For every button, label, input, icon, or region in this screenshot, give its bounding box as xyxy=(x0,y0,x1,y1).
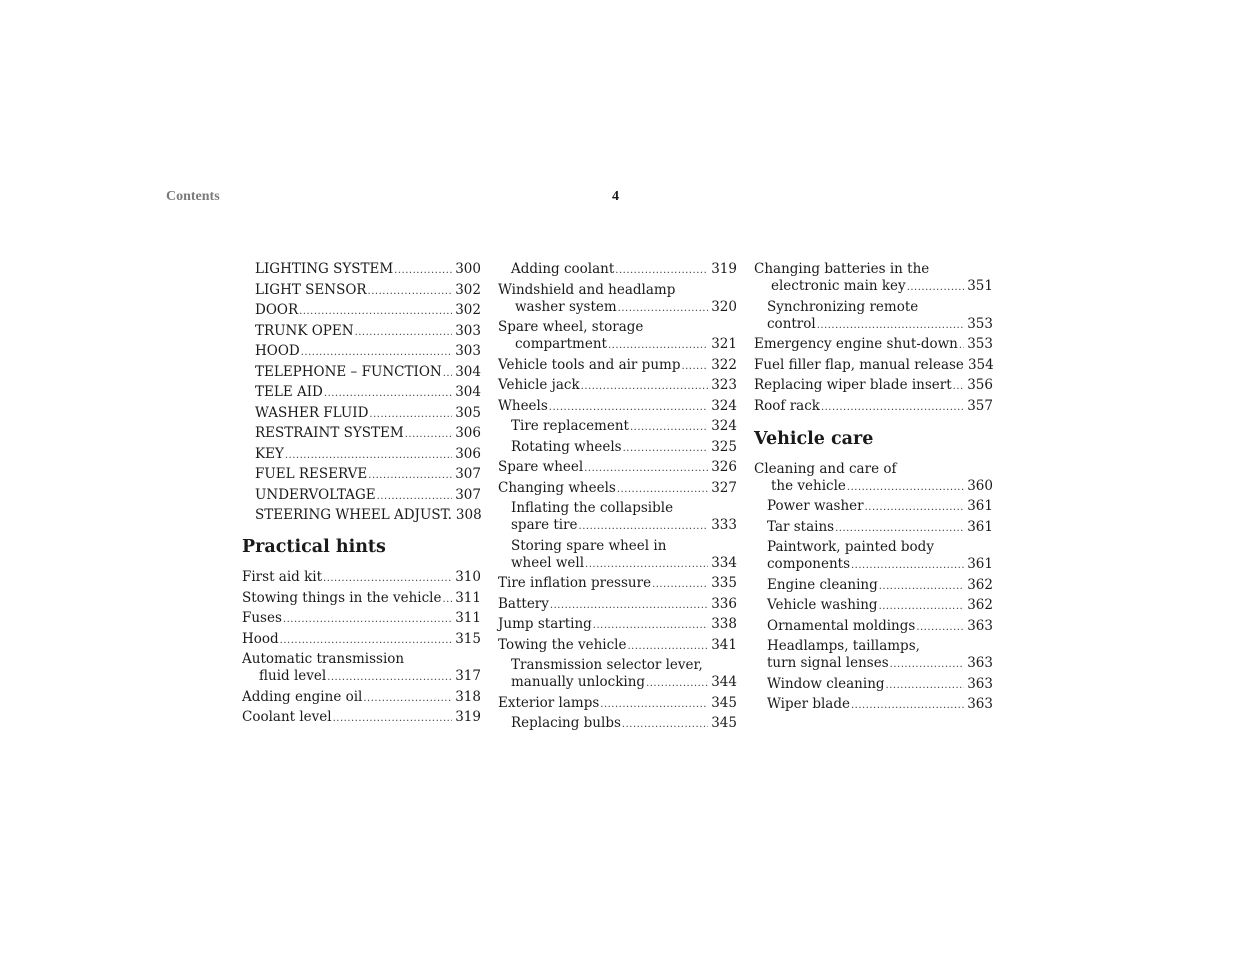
toc-entry[interactable]: Stowing things in the vehicle ..... 311 xyxy=(242,590,481,608)
toc-entry[interactable]: Transmission selector lever, manually unlocking ..... 344 xyxy=(498,657,737,692)
toc-entry[interactable]: Replacing wiper blade insert ..... 356 xyxy=(754,377,993,395)
toc-entry[interactable]: Towing the vehicle ..... 341 xyxy=(498,637,737,655)
section-heading: Practical hints xyxy=(242,537,386,557)
toc-entry[interactable]: Headlamps, taillamps, turn signal lenses ..... 363 xyxy=(754,638,993,673)
toc-entry[interactable]: UNDERVOLTAGE ..... 307 xyxy=(242,487,481,505)
toc-entry[interactable]: Paintwork, painted body components ..... 361 xyxy=(754,539,993,574)
toc-entry[interactable]: Battery ..... 336 xyxy=(498,596,737,614)
toc-entry[interactable]: Wiper blade ..... 363 xyxy=(754,696,993,714)
section-heading: Vehicle care xyxy=(754,428,874,449)
toc-entry[interactable]: Jump starting ..... 338 xyxy=(498,616,737,634)
toc-entry[interactable]: Tire inflation pressure ..... 335 xyxy=(498,575,737,593)
toc-entry[interactable]: Vehicle jack ..... 323 xyxy=(498,377,737,395)
toc-entry[interactable]: Automatic transmission fluid level ..... 317 xyxy=(242,651,481,686)
toc-entry[interactable]: LIGHTING SYSTEM ..... 300 xyxy=(242,261,481,279)
toc-entry[interactable]: Emergency engine shut-down ..... 353 xyxy=(754,336,993,354)
toc-entry[interactable]: TRUNK OPEN ..... 303 xyxy=(242,323,481,341)
toc-entry[interactable]: Tire replacement ..... 324 xyxy=(498,418,737,436)
toc-entry[interactable]: WASHER FLUID ..... 305 xyxy=(242,405,481,423)
toc-entry[interactable]: Vehicle tools and air pump ..... 322 xyxy=(498,357,737,375)
toc-entry[interactable]: Changing wheels ..... 327 xyxy=(498,480,737,498)
contents-column-1 xyxy=(242,261,481,730)
toc-entry[interactable]: RESTRAINT SYSTEM ..... 306 xyxy=(242,425,481,443)
toc-entry[interactable]: Fuel filler flap, manual release 354 xyxy=(754,356,994,373)
toc-entry[interactable]: TELEPHONE – FUNCTION ..... 304 xyxy=(242,364,481,382)
toc-entry[interactable]: First aid kit ..... 310 xyxy=(242,569,481,587)
toc-entry[interactable]: Vehicle washing ..... 362 xyxy=(754,597,993,615)
toc-entry[interactable]: FUEL RESERVE ..... 307 xyxy=(242,466,481,484)
toc-entry[interactable]: Ornamental moldings ..... 363 xyxy=(754,618,993,636)
toc-entry[interactable]: Exterior lamps ..... 345 xyxy=(498,695,737,713)
toc-entry[interactable]: HOOD ..... 303 xyxy=(242,343,481,361)
toc-entry[interactable]: Synchronizing remote control ..... 353 xyxy=(754,299,993,334)
toc-entry[interactable]: Hood ..... 315 xyxy=(242,631,481,649)
toc-entry[interactable]: Coolant level ..... 319 xyxy=(242,709,481,727)
toc-entry[interactable]: STEERING WHEEL ADJUST. 308 xyxy=(255,507,482,523)
toc-entry[interactable]: Spare wheel ..... 326 xyxy=(498,459,737,477)
toc-entry[interactable]: Windshield and headlamp washer system ..... 320 xyxy=(498,282,737,317)
toc-entry[interactable]: Changing batteries in the electronic main key ..... 351 xyxy=(754,261,993,296)
toc-entry[interactable]: Wheels ..... 324 xyxy=(498,398,737,416)
toc-entry[interactable]: KEY ..... 306 xyxy=(242,446,481,464)
toc-entry[interactable]: Engine cleaning ..... 362 xyxy=(754,577,993,595)
toc-entry[interactable]: Inflating the collapsible spare tire ..... 333 xyxy=(498,500,737,535)
toc-entry[interactable]: Storing spare wheel in wheel well ..... 334 xyxy=(498,538,737,573)
contents-column-3 xyxy=(754,261,993,717)
toc-entry[interactable]: Spare wheel, storage compartment ..... 321 xyxy=(498,319,737,354)
toc-entry[interactable]: Window cleaning ..... 363 xyxy=(754,676,993,694)
page-number: 4 xyxy=(612,189,619,204)
running-head: Contents xyxy=(166,189,220,204)
toc-entry[interactable]: Replacing bulbs ..... 345 xyxy=(498,715,737,733)
toc-entry[interactable]: TELE AID ..... 304 xyxy=(242,384,481,402)
toc-entry[interactable]: Cleaning and care of the vehicle ..... 360 xyxy=(754,461,993,496)
toc-entry[interactable]: LIGHT SENSOR ..... 302 xyxy=(242,282,481,300)
toc-entry[interactable]: Rotating wheels ..... 325 xyxy=(498,439,737,457)
toc-entry[interactable]: Tar stains ..... 361 xyxy=(754,519,993,537)
toc-entry[interactable]: Fuses ..... 311 xyxy=(242,610,481,628)
toc-entry[interactable]: Adding coolant ..... 319 xyxy=(498,261,737,279)
contents-column-2 xyxy=(498,261,737,736)
toc-entry[interactable]: DOOR ..... 302 xyxy=(242,302,481,320)
toc-entry[interactable]: Roof rack ..... 357 xyxy=(754,398,993,416)
toc-entry[interactable]: Power washer ..... 361 xyxy=(754,498,993,516)
toc-entry[interactable]: Adding engine oil ..... 318 xyxy=(242,689,481,707)
